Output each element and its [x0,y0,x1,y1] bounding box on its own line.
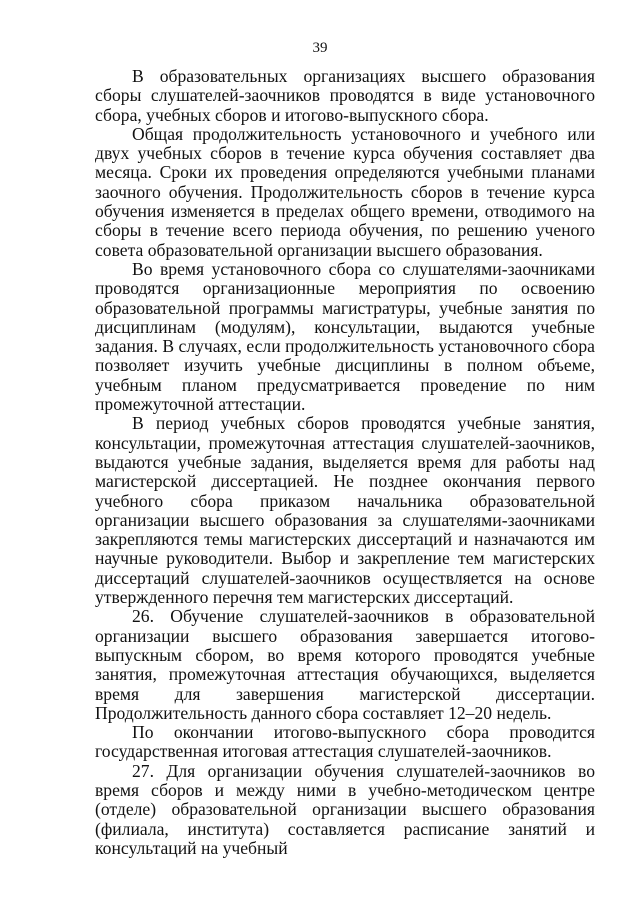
paragraph: По окончании итогово-выпускного сбора проводится государственная итоговая аттестация слушателей-заочников. [95,722,595,762]
paragraph: Во время установочного сбора со слушателями-заочниками проводятся организационные мероприятия по освоению образовательной программы магистратуры, учебные занятия по дисциплинам (модулям), консультации, выдаются учебные задания. В случаях, если продолжительность установочного сбора позволяет изучить учебные дисциплины в полном объеме, учебным планом предусматривается проведение по ним промежуточной аттестации. [95,258,595,415]
paragraph: 26. Обучение слушателей-заочников в образовательной организации высшего образования завершается итогово-выпускным сбором, во время которого проводятся учебные занятия, промежуточная аттестация обучающихся, выделяется время для завершения магистерской диссертации. Продолжительность данного сбора составляет 12–20 недель. [95,606,595,723]
paragraph: В период учебных сборов проводятся учебные занятия, консультации, промежуточная аттестация слушателей-заочников, выдаются учебные задания, выделяется время для работы над магистерской диссертацией. Не позднее окончания первого учебного сбора приказом начальника образовательной организации высшего образования за слушателями-заочниками закрепляются темы магистерских диссертаций и назначаются им научные руководители. Выбор и закрепление тем магистерских диссертаций слушателей-заочников осуществляется на основе утвержденного перечня тем магистерских диссертаций. [95,413,595,608]
document-body [95,67,595,858]
paragraph: 27. Для организации обучения слушателей-заочников во время сборов и между ними в учебно-методическом центре (отделе) образовательной организации высшего образования (филиала, института) составляется расписание занятий и консультаций на учебный [95,760,595,858]
paragraph: Общая продолжительность установочного и учебного или двух учебных сборов в течение курса обучения составляет два месяца. Сроки их проведения определяются учебными планами заочного обучения. Продолжительность сборов в течение курса обучения изменяется в пределах общего времени, отводимого на сборы в течение всего периода обучения, по решению ученого совета образовательной организации высшего образования. [95,123,595,260]
page-number: 39 [312,40,328,56]
paragraph: В образовательных организациях высшего образования сборы слушателей-заочников проводятся в виде установочного сбора, учебных сборов и итогово-выпускного сбора. [95,66,595,125]
